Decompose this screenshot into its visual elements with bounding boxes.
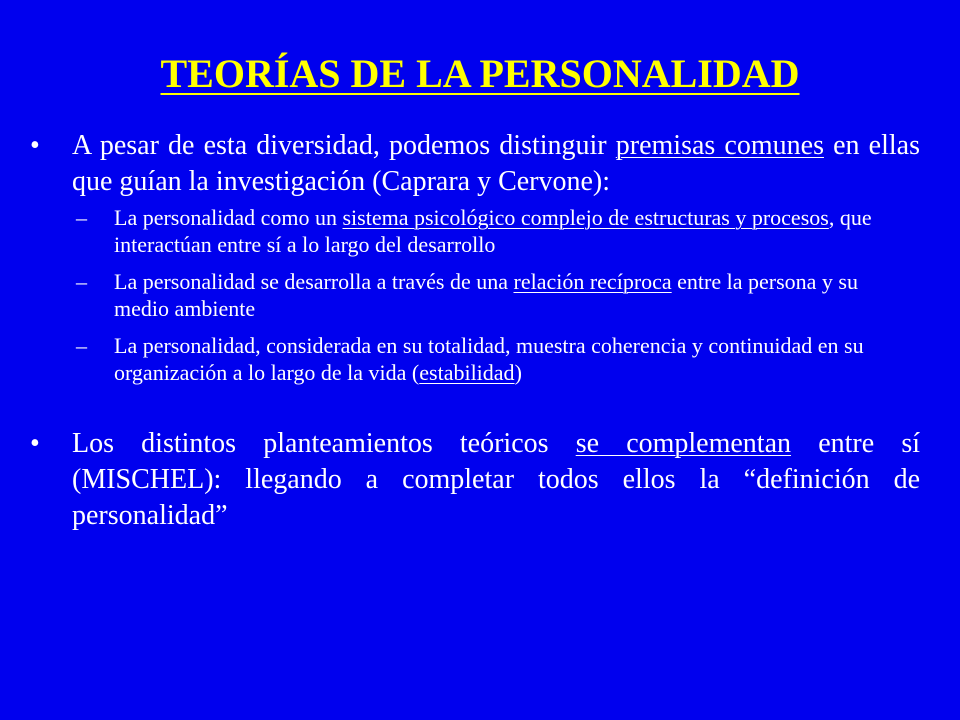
underlined-term: sistema psicológico complejo de estructuras y procesos <box>342 205 829 230</box>
bullet-premisas <box>30 128 920 200</box>
slide-title <box>0 50 960 98</box>
sub-bullet-text <box>114 332 896 386</box>
bullet-text-part: Los distintos planteamientos teóricos <box>72 428 576 459</box>
underlined-term: se complementan <box>575 428 792 459</box>
sub-text-part: , que interactúan entre sí a lo largo del desarrollo <box>114 205 872 257</box>
underlined-term: premisas comunes <box>615 130 824 161</box>
sub-text-part: entre la persona y su medio ambiente <box>114 269 858 321</box>
bullet-marker: • <box>30 428 40 459</box>
bullet-complementan <box>30 426 920 534</box>
sub-bullet-sistema <box>76 204 896 258</box>
underlined-term: relación recíproca <box>513 269 672 294</box>
dash-marker: – <box>76 205 87 230</box>
bullet-text-part: entre sí (MISCHEL): llegando a completar todos ellos la “definición de personalidad” <box>72 428 920 531</box>
sub-bullet-text <box>114 268 896 322</box>
dash-marker: – <box>76 333 87 358</box>
bullet-text-part: A pesar de esta diversidad, podemos distinguir <box>72 130 616 161</box>
sub-bullet-estabilidad <box>76 332 896 386</box>
sub-bullet-relacion <box>76 268 896 322</box>
sub-text-part: La personalidad como un <box>114 205 343 230</box>
underlined-term: estabilidad <box>419 360 515 385</box>
sub-text-part: La personalidad se desarrolla a través de una <box>114 269 514 294</box>
dash-marker: – <box>76 269 87 294</box>
slide-title-text: TEORÍAS DE LA PERSONALIDAD <box>160 51 800 96</box>
bullet-text-part: en ellas que guían la investigación (Caprara y Cervone): <box>72 130 920 197</box>
sub-bullet-text <box>114 204 896 258</box>
sub-text-part: La personalidad, considerada en su totalidad, muestra coherencia y continuidad en su organización a lo largo de la vida ( <box>114 333 864 385</box>
bullet-marker: • <box>30 130 40 161</box>
bullet-text <box>72 128 920 200</box>
sub-text-part: ) <box>514 360 522 385</box>
bullet-text <box>72 426 920 534</box>
